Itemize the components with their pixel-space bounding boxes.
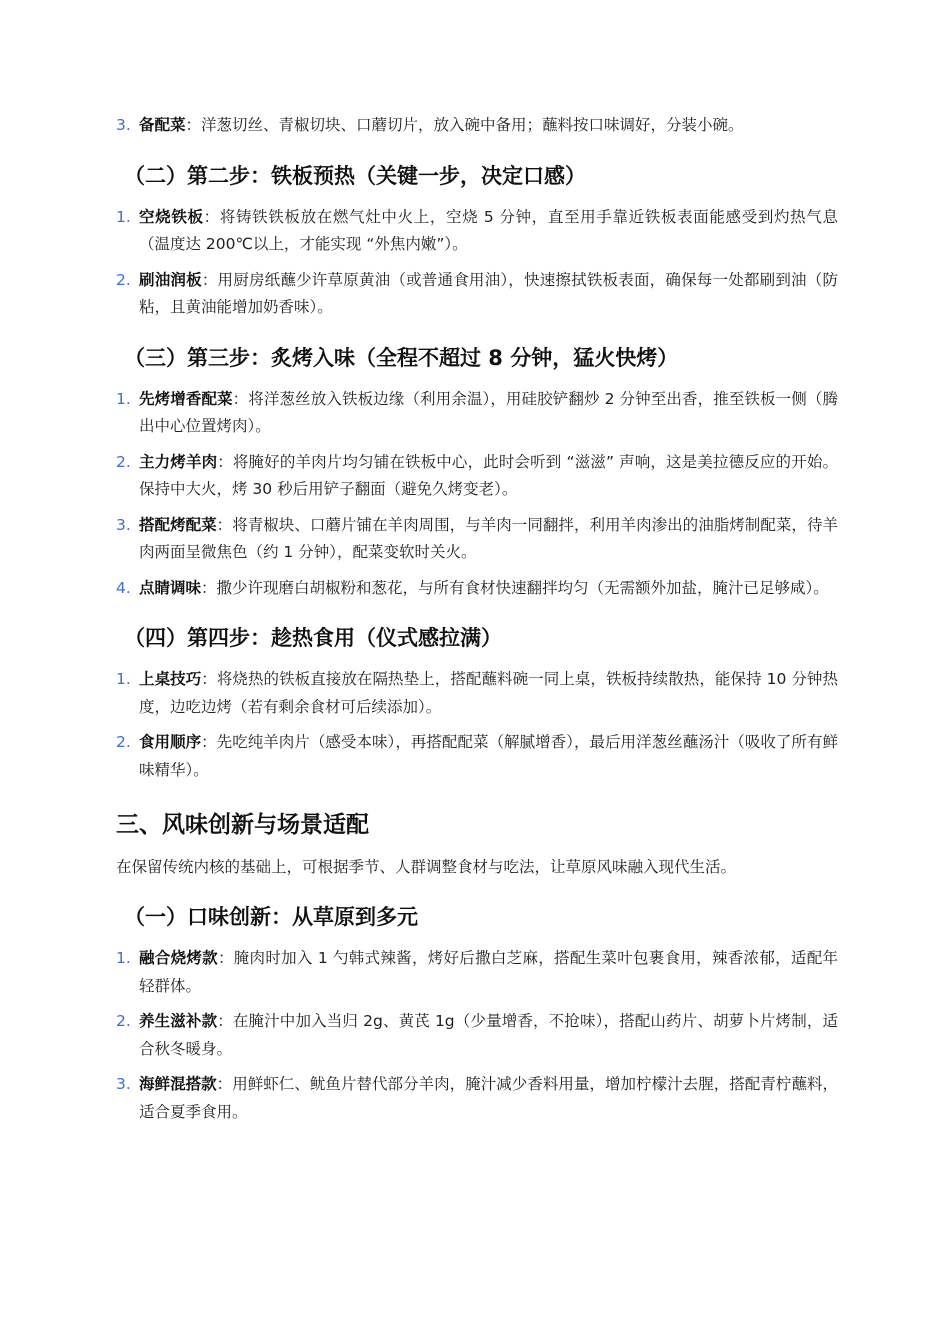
step2-heading: （二）第二步：铁板预热（关键一步，决定口感） xyxy=(124,163,586,188)
list-text: ：将腌好的羊肉片均匀铺在铁板中心，此时会听到 “滋滋” 声响，这是美拉德反应的开始。保持中大火，烤 30 秒后用铲子翻面（避免久烤变老）。 xyxy=(139,452,838,498)
list-number: 2. xyxy=(116,733,131,751)
list-number: 3. xyxy=(116,116,131,134)
list-text: ：用鲜虾仁、鱿鱼片替代部分羊肉，腌汁减少香料用量，增加柠檬汁去腥，搭配青柠蘸料，适合夏季食用。 xyxy=(139,1075,838,1121)
list-item xyxy=(116,386,838,441)
list-term: 空烧铁板 xyxy=(139,207,204,226)
list-text: ：先吃纯羊肉片（感受本味），再搭配配菜（解腻增香），最后用洋葱丝蘸汤汁（吸收了所有鲜味精华）。 xyxy=(139,733,838,779)
list-term: 海鲜混搭款 xyxy=(139,1075,217,1093)
list-term: 备配菜 xyxy=(139,116,186,134)
list-item xyxy=(116,112,838,140)
list-item xyxy=(116,945,838,1000)
document-content xyxy=(116,112,838,1134)
list-number: 1. xyxy=(116,949,131,967)
list-item xyxy=(116,1071,838,1126)
list-text: ：将青椒块、口蘑片铺在羊肉周围，与羊肉一同翻拌，利用羊肉渗出的油脂烤制配菜，待羊肉两面呈微焦色（约 1 分钟），配菜变软时关火。 xyxy=(139,515,838,561)
list-term: 点睛调味 xyxy=(139,578,202,597)
list-item xyxy=(116,267,838,322)
list-term: 先烤增香配菜 xyxy=(139,389,233,408)
step4-heading: （四）第四步：趁热食用（仪式感拉满） xyxy=(124,626,502,650)
list-item xyxy=(116,729,838,784)
step2-list xyxy=(116,204,838,322)
list-text: ：洋葱切丝、青椒切块、口蘑切片，放入碗中备用；蘸料按口味调好，分装小碗。 xyxy=(185,116,744,134)
step3-list xyxy=(116,386,838,603)
list-text: ：将洋葱丝放入铁板边缘（利用余温），用硅胶铲翻炒 2 分钟至出香，推至铁板一侧（腾出中心位置烤肉）。 xyxy=(139,389,838,435)
prep-list xyxy=(116,112,838,140)
list-number: 1. xyxy=(116,670,131,688)
list-term: 主力烤羊肉 xyxy=(139,452,218,471)
list-text: ：撒少许现磨白胡椒粉和葱花，与所有食材快速翻拌均匀（无需额外加盐，腌汁已足够咸）。 xyxy=(201,578,829,597)
list-number: 2. xyxy=(116,270,131,289)
list-item xyxy=(116,449,838,504)
list-text: ：将烧热的铁板直接放在隔热垫上，搭配蘸料碗一同上桌，铁板持续散热，能保持 10 分钟热度，边吃边烤（若有剩余食材可后续添加）。 xyxy=(139,670,838,716)
list-number: 3. xyxy=(116,515,131,534)
list-number: 1. xyxy=(116,207,131,226)
section3-heading: 三、风味创新与场景适配 xyxy=(116,812,369,838)
step4-list xyxy=(116,666,838,784)
list-number: 1. xyxy=(116,389,131,408)
list-number: 4. xyxy=(116,578,131,597)
innovation-list xyxy=(116,945,838,1126)
list-item xyxy=(116,1008,838,1063)
list-text: ：将铸铁铁板放在燃气灶中火上，空烧 5 分钟，直至用手靠近铁板表面能感受到灼热气息（温度达 200℃以上，才能实现 “外焦内嫩”）。 xyxy=(139,207,838,253)
list-term: 上桌技巧 xyxy=(139,670,202,688)
section3-intro: 在保留传统内核的基础上，可根据季节、人群调整食材与吃法，让草原风味融入现代生活。 xyxy=(116,858,737,876)
step3-heading: （三）第三步：炙烤入味（全程不超过 8 分钟，猛火快烤） xyxy=(124,345,679,370)
list-term: 食用顺序 xyxy=(139,733,202,751)
list-number: 2. xyxy=(116,452,131,471)
list-text: ：在腌汁中加入当归 2g、黄芪 1g（少量增香，不抢味），搭配山药片、胡萝卜片烤制，适合秋冬暖身。 xyxy=(139,1012,838,1058)
list-number: 3. xyxy=(116,1075,131,1093)
list-term: 融合烧烤款 xyxy=(139,949,218,967)
innovation-heading: （一）口味创新：从草原到多元 xyxy=(124,905,418,929)
list-term: 养生滋补款 xyxy=(139,1012,218,1030)
list-item xyxy=(116,512,838,567)
list-text: ：用厨房纸蘸少许草原黄油（或普通食用油），快速擦拭铁板表面，确保每一处都刷到油（防粘，且黄油能增加奶香味）。 xyxy=(139,270,838,316)
list-item xyxy=(116,575,838,603)
list-item xyxy=(116,666,838,721)
list-term: 刷油润板 xyxy=(139,270,202,289)
list-text: ：腌肉时加入 1 勺韩式辣酱，烤好后撒白芝麻，搭配生菜叶包裹食用，辣香浓郁，适配年轻群体。 xyxy=(139,949,838,995)
list-term: 搭配烤配菜 xyxy=(139,515,217,534)
list-item xyxy=(116,204,838,259)
list-number: 2. xyxy=(116,1012,131,1030)
